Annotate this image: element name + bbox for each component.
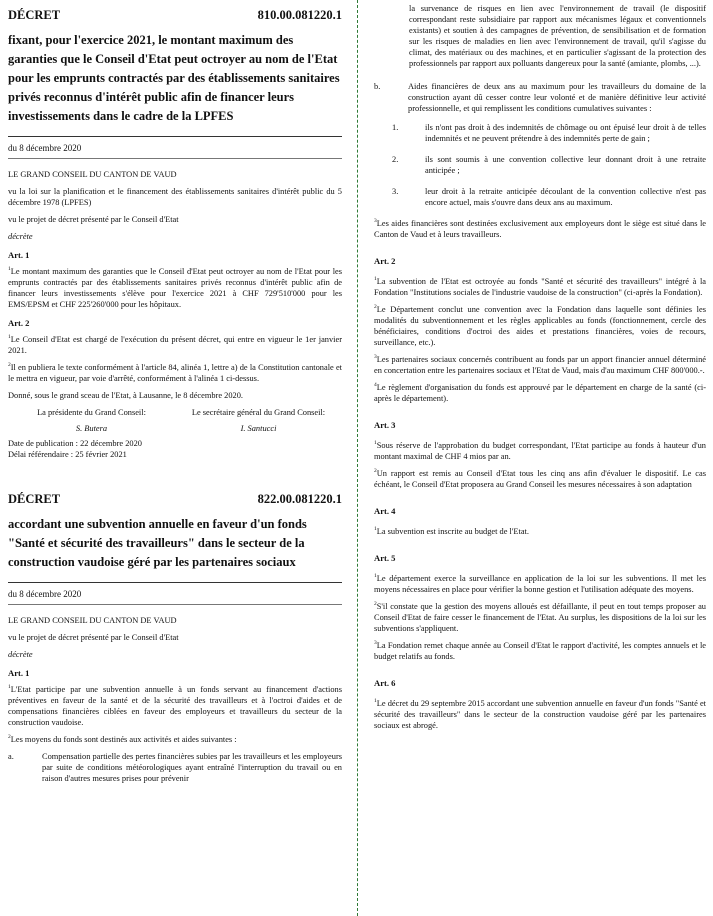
decree-2-art1-para2: $^2$Les moyens du fonds sont destinés aux activités et aides suivantes : [8,734,237,744]
decree-1-signature-names [8,423,342,434]
decree-2-art3-heading: Art. 3 [374,420,396,430]
decree-2-art2-heading: Art. 2 [374,256,396,266]
decree-2-art6-para1: $^1$Le décret du 29 septembre 2015 accordant une subvention annuelle en faveur d'un fonds "Santé et sécurité des travailleurs" dans le secteur de la construction vaudoise géré par les partenaires sociaux est abrogé. [374,698,706,730]
decree-1-vu-law: vu la loi sur la planification et le financement des établissements sanitaires d'intérêt public du 5 décembre 1978 (LPFES) [8,187,342,207]
decree-2-art4-heading: Art. 4 [374,506,396,516]
decree-1-decrete: décrète [8,232,33,241]
decree-1-art2-para2: $^2$Il en publiera le texte conformément à l'article 84, alinéa 1, lettre a) de la Constitution cantonale et le mettra en vigueur, par voie d'arrêté, conformément à l'alinéa 1 ci-dessus. [8,362,342,383]
list-marker-b: b. [374,82,381,91]
decree-2-art6-heading: Art. 6 [374,678,396,688]
decree-1-rule-top [8,136,342,137]
sublist-text-2: ils sont soumis à une convention collective leur donnant droit à une retraite anticipée ; [425,155,706,175]
decree-2-sublist-item-2 [392,154,706,176]
right-column [374,0,706,737]
decree-1-art2-heading: Art. 2 [8,318,30,328]
decree-1-number: 810.00.081220.1 [257,8,342,22]
decree-2-art3-para2: $^2$Un rapport est remis au Conseil d'Etat tous les cinq ans afin d'évaluer le dispositif. Le cas échéant, le Conseil d'Etat proposera au Grand Conseil les mesures nécessaires à son adaptation [374,468,706,489]
secretary-label: Le secrétaire général du Grand Conseil: [191,408,326,417]
decree-1-signature-labels [8,407,342,418]
sublist-marker-1: 1. [392,123,399,132]
decree-1-donne: Donné, sous le grand sceau de l'Etat, à Lausanne, le 8 décembre 2020. [8,391,243,400]
sublist-marker-3: 3. [392,187,399,196]
decree-2-art3-para1: $^1$Sous réserve de l'approbation du budget correspondant, l'Etat participe au fonds à hauteur d'un montant maximal de CHF 4 mios par an. [374,440,706,461]
decree-1-vu-project: vu le projet de décret présenté par le Conseil d'Etat [8,215,179,224]
left-column [8,0,342,792]
decree-1-date: du 8 décembre 2020 [8,143,82,153]
decree-1-publication-date: Date de publication : 22 décembre 2020 [8,439,142,448]
decree-2-art4-para1: $^1$La subvention est inscrite au budget de l'Etat. [374,526,529,536]
decree-2-art5-para2: $^2$S'il constate que la gestion des moyens alloués est défaillante, il peut en tout temps proposer au Conseil d'Etat de faire cesser le financement de l'Etat. Au surplus, les dispositions de la loi sur les subventions s'appliquent. [374,601,706,633]
decree-1-council: LE GRAND CONSEIL DU CANTON DE VAUD [8,170,177,179]
sublist-marker-2: 2. [392,155,399,164]
decree-2-art2-para4: $^4$Le règlement d'organisation du fonds est approuvé par le département en charge de la santé (ci-après le département). [374,382,706,403]
decree-2-art5-para1: $^1$Le département exerce la surveillance en application de la loi sur les subventions. Il met les moyens nécessaires en place pour vérifier la bonne gestion et l'utilisation adéquate des moyens. [374,573,706,594]
decree-2-number: 822.00.081220.1 [257,492,342,506]
decree-2-art5-heading: Art. 5 [374,553,396,563]
decree-2-art2-para1: $^1$La subvention de l'Etat est octroyée au fonds "Santé et sécurité des travailleurs" intégré à la Fondation "Institutions sociales de l'industrie vaudoise de la construction" (ci-après la Fondation). [374,276,706,297]
decree-2-rule-top [8,582,342,583]
decree-2-list-item-a [8,751,342,784]
decree-2-art2-para3: $^3$Les partenaires sociaux concernés contribuent au fonds par un apport financier annuel déterminé en concertation entre les partenaires sociaux et l'Etat de Vaud, mais d'au maximum CHF 800'000.-. [374,354,706,375]
decree-2-sublist-item-3 [392,186,706,208]
decree-2-art1-para3: $^3$Les aides financières sont destinées exclusivement aux employeurs dont le siège est situé dans le Canton de Vaud et à leurs travailleurs. [374,218,706,239]
president-label: La présidente du Grand Conseil: [37,408,146,417]
decree-2-header [8,492,342,507]
decree-1-header [8,8,342,23]
president-name: S. Butera [75,424,108,433]
decree-2-label: DÉCRET [8,492,61,506]
decree-1-title: fixant, pour l'exercice 2021, le montant maximum des garanties que le Conseil d'Etat peut octroyer au nom de l'Etat pour les emprunts contractés par des établissements sanitaires privés reconnus d'intérêt public afin de financer leurs investissements dans le cadre de la LPFES [8,33,340,123]
decree-2-list-item-a-continued: la survenance de risques en lien avec l'environnement de travail (le dispositif correspondant reste subsidiaire par rapport aux mécanismes légaux et conventionnels existants) et soutien à des campagnes de prévention, de sensibilisation et de formation sur les risques de maladies en lien avec l'environnement de travail, qu'il s'agisse du climat, des matériaux ou des machines, et en particulier s'agissant de la protection des professionnels par rapport aux polluants dangereux pour la santé (amiante, plombs, ...). [409,4,706,68]
decree-1-referendum-deadline: Délai référendaire : 25 février 2021 [8,450,127,459]
decree-2-list-item-b [374,81,706,114]
decree-1-art1-heading: Art. 1 [8,250,30,260]
decree-2-title: accordant une subvention annuelle en faveur d'un fonds "Santé et sécurité des travailleurs" dans le secteur de la construction vaudoise géré par les partenaires sociaux [8,517,307,569]
sublist-text-1: ils n'ont pas droit à des indemnités de chômage ou ont épuisé leur droit à de telles indemnités et ne peuvent prétendre à des indemnités perte de gain ; [425,123,706,143]
decree-1-label: DÉCRET [8,8,61,22]
list-text-b: Aides financières de deux ans au maximum pour les travailleurs du domaine de la construction ayant dû cesser contre leur volonté et de manière définitive leur activité professionnelle, et qui remplissent les conditions cumulatives suivantes : [408,82,706,113]
list-marker-a: a. [8,752,14,761]
decree-2-council: LE GRAND CONSEIL DU CANTON DE VAUD [8,616,177,625]
column-divider [357,0,358,916]
secretary-name: I. Santucci [240,424,277,433]
decree-2-decrete: décrète [8,650,33,659]
sublist-text-3: leur droit à la retraite anticipée découlant de la convention collective n'est pas encore actuel, mais s'ouvre dans deux ans au maximum. [425,187,706,207]
decree-2-art5-para3: $^3$La Fondation remet chaque année au Conseil d'Etat le rapport d'activité, les comptes annuels et le budget relatifs au fonds. [374,640,706,661]
list-text-a: Compensation partielle des pertes financières subies par les travailleurs et les employeurs par suite de conditions météorologiques ayant entraîné l'interruption du travail ou en raison d'autres mesures prises pour prévenir [42,752,342,783]
decree-2-art2-para2: $^2$Le Département conclut une convention avec la Fondation dans laquelle sont définies les modalités du subventionnement et les règles applicables au fonds (fonctionnement, cercle des bénéficiaires, conditions d'octroi des aides et prestations financières, voies de recours, surveillance, etc.). [374,304,706,347]
decree-2-art1-para1: $^1$L'Etat participe par une subvention annuelle à un fonds servant au financement d'actions préventives en faveur de la santé et de la sécurité des travailleurs et à l'octroi d'aides et de compensations financières ciblées en faveur des employeurs et travailleurs du secteur de la construction vaudoise. [8,684,342,727]
decree-1-art2-para1: $^1$Le Conseil d'Etat est chargé de l'exécution du présent décret, qui entre en vigueur le 1er janvier 2021. [8,334,342,355]
decree-2-vu-project: vu le projet de décret présenté par le Conseil d'Etat [8,633,179,642]
decree-2-art1-heading: Art. 1 [8,668,30,678]
decree-1-art1-para1: $^1$Le montant maximum des garanties que le Conseil d'Etat peut octroyer au nom de l'Etat pour les emprunts contractés par des établissements sanitaires privés reconnus d'intérêt public afin de financer leurs investissements s'élève pour l'exercice 2021 à CHF 729'510'000 pour les EMS/EPSM et CHF 225'260'000 pour les hôpitaux. [8,266,342,309]
decree-2-date: du 8 décembre 2020 [8,589,82,599]
decree-2-sublist-item-1 [392,122,706,144]
